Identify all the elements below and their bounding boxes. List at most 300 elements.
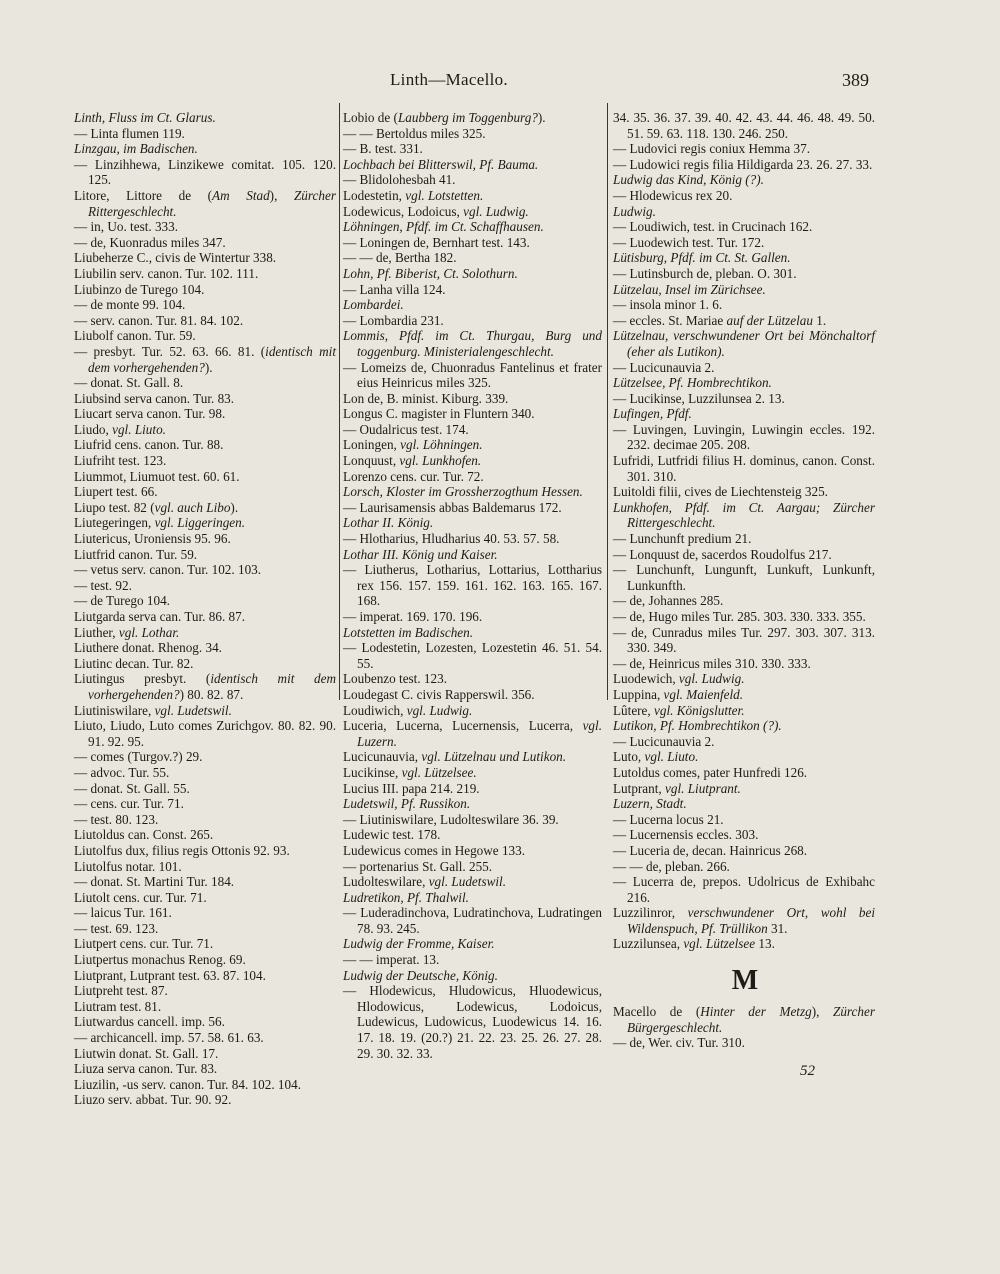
index-entry — [74, 453, 336, 469]
index-entry — [343, 282, 602, 298]
index-entry — [613, 905, 875, 936]
index-entry — [343, 235, 602, 251]
entry-text: — Oudalricus test. 174. — [343, 421, 469, 437]
index-entry — [343, 297, 602, 313]
entry-text: Liufriht test. 123. — [74, 453, 167, 469]
entry-text: Liutpreht test. 87. — [74, 983, 168, 999]
index-entry — [343, 859, 602, 875]
index-entry — [74, 547, 336, 563]
entry-italic-text: vgl. Maienfeld. — [663, 686, 744, 702]
index-entry — [74, 157, 336, 188]
entry-text: Lûtere, — [613, 702, 655, 718]
index-entry — [613, 765, 875, 781]
entry-text: — Lucicunauvia 2. — [613, 359, 715, 375]
index-entry — [74, 765, 336, 781]
entry-text: — de monte 99. 104. — [74, 297, 186, 313]
entry-text: 31. — [767, 920, 788, 936]
entry-text: — Lucicunauvia 2. — [613, 733, 715, 749]
entry-italic-text: vgl. Lützelsee — [683, 936, 756, 952]
entry-text: — Blidolohesbah 41. — [343, 172, 456, 188]
index-entry — [74, 843, 336, 859]
entry-text: Liubsind serva canon. Tur. 83. — [74, 390, 235, 406]
entry-text: Liutinc decan. Tur. 82. — [74, 655, 194, 671]
index-entry — [74, 515, 336, 531]
entry-italic-text: vgl. Ludwig. — [463, 203, 529, 219]
index-entry — [343, 827, 602, 843]
index-entry — [343, 126, 602, 142]
index-entry — [343, 469, 602, 485]
index-entry — [343, 188, 602, 204]
index-entry — [613, 1004, 875, 1035]
index-entry — [613, 703, 875, 719]
entry-text: Liupo test. 82 ( — [74, 499, 155, 515]
entry-text: Liutericus, Uroniensis 95. 96. — [74, 531, 231, 547]
entry-text: Liutingus presbyt. ( — [74, 671, 211, 687]
index-column-1 — [74, 110, 336, 1108]
index-entry — [613, 219, 875, 235]
entry-text: Lobio de ( — [343, 110, 398, 125]
entry-italic-text: vgl. Lunkhofen. — [399, 453, 482, 469]
index-entry — [74, 671, 336, 702]
entry-italic-text: Lothar III. König und Kaiser. — [343, 546, 498, 562]
index-entry — [613, 500, 875, 531]
index-entry — [343, 313, 602, 329]
entry-text: Liudo, — [74, 421, 113, 437]
entry-text: — Ludowici regis filia Hildigarda 23. 26. 27. 33. — [613, 156, 873, 172]
entry-text: — Loudiwich, test. in Crucinach 162. — [613, 219, 813, 235]
entry-italic-text: vgl. auch Libo — [154, 499, 231, 515]
entry-text: — Lucerra de, prepos. Udolricus de Exhibahc 216. — [613, 874, 875, 905]
index-entry — [343, 250, 602, 266]
entry-italic-text: Lützelsee, Pf. Hombrechtikon. — [613, 375, 772, 391]
entry-text: — Lunchunft, Lungunft, Lunkuft, Lunkunft, Lunkunfth. — [613, 562, 875, 593]
entry-italic-text: identisch mit dem vorhergehenden? — [88, 671, 336, 702]
entry-text: Liupert test. 66. — [74, 484, 158, 500]
index-entry — [74, 126, 336, 142]
index-entry — [613, 375, 875, 391]
index-entry — [74, 219, 336, 235]
index-entry — [343, 765, 602, 781]
entry-text: — Lunchunft predium 21. — [613, 531, 752, 547]
entry-text: — de, Hugo miles Tur. 285. 303. 330. 333. 355. — [613, 609, 866, 624]
entry-italic-text: Lorsch, Kloster im Grossherzogthum Hessen. — [343, 484, 583, 500]
entry-text: — Luodewich test. Tur. 172. — [613, 234, 765, 250]
entry-text: Luceria, Lucerna, Lucernensis, Lucerra, — [343, 718, 583, 734]
index-entry — [74, 406, 336, 422]
section-letter: M — [731, 965, 757, 997]
index-entry — [613, 110, 875, 141]
index-entry — [74, 593, 336, 609]
entry-text: — test. 80. 123. — [74, 811, 159, 827]
entry-text: Liucart serva canon. Tur. 98. — [74, 406, 226, 422]
entry-italic-text: vgl. Lützelsee. — [401, 764, 477, 780]
entry-italic-text: Ludwig der Deutsche, König. — [343, 967, 498, 983]
entry-text: Liutolfus notar. 101. — [74, 858, 182, 874]
entry-text: Lucikinse, — [343, 764, 402, 780]
entry-text: Lodestetin, — [343, 187, 406, 203]
index-entry — [74, 1046, 336, 1062]
page-number: 389 — [842, 70, 869, 90]
index-entry — [343, 687, 602, 703]
index-entry — [343, 360, 602, 391]
entry-text: — — de, Bertha 182. — [343, 250, 457, 266]
index-entry — [613, 671, 875, 687]
index-entry — [613, 1035, 875, 1051]
entry-text: Loudiwich, — [343, 702, 407, 718]
index-entry — [613, 609, 875, 625]
entry-text: Liutprant, Lutprant test. 63. 87. 104. — [74, 967, 266, 983]
entry-text: — Lucernensis eccles. 303. — [613, 827, 759, 843]
index-entry — [343, 890, 602, 906]
index-entry — [343, 391, 602, 407]
index-entry — [613, 718, 875, 734]
index-entry — [343, 874, 602, 890]
index-entry — [343, 547, 602, 563]
entry-text: Liutegeringen, — [74, 515, 155, 531]
index-entry — [613, 391, 875, 407]
entry-italic-text: Laubberg im Toggenburg? — [397, 110, 538, 125]
index-entry — [74, 562, 336, 578]
index-entry — [74, 812, 336, 828]
entry-text: Liubeherze C., civis de Wintertur 338. — [74, 250, 277, 266]
index-entry — [74, 266, 336, 282]
entry-text: Liubinzo de Turego 104. — [74, 281, 205, 297]
index-entry — [613, 734, 875, 750]
entry-italic-text: vgl. Liuto. — [644, 749, 699, 765]
entry-text: — donat. St. Gall. 55. — [74, 780, 190, 796]
entry-text: — insola minor 1. 6. — [613, 297, 723, 313]
entry-italic-text: Lutikon, Pf. Hombrechtikon (?). — [613, 718, 782, 734]
entry-italic-text: Lützelnau, verschwundener Ort bei Mönchaltorf (eher als Lutikon). — [613, 328, 875, 359]
entry-italic-text: Ludwig. — [613, 203, 656, 219]
entry-text: Loningen, — [343, 437, 401, 453]
entry-text: Luto, — [613, 749, 645, 765]
index-entry — [613, 593, 875, 609]
index-entry — [343, 718, 602, 749]
index-entry — [74, 1014, 336, 1030]
entry-italic-text: vgl. Löhningen. — [400, 437, 483, 453]
index-entry — [613, 531, 875, 547]
index-entry — [74, 422, 336, 438]
entry-italic-text: Linth, Fluss im Ct. Glarus. — [74, 110, 216, 125]
index-entry — [74, 1061, 336, 1077]
entry-italic-text: Linzgau, im Badischen. — [74, 141, 198, 157]
entry-text: — Luderadinchova, Ludratinchova, Ludratingen 78. 93. 245. — [343, 905, 602, 936]
entry-text: Lutoldus comes, pater Hunfredi 126. — [613, 764, 808, 780]
entry-text: — Lonquust de, sacerdos Roudolfus 217. — [613, 546, 832, 562]
entry-italic-text: Lotstetten im Badischen. — [343, 624, 474, 640]
entry-italic-text: vgl. Luzern. — [357, 718, 602, 749]
index-entry — [613, 188, 875, 204]
index-entry — [74, 640, 336, 656]
entry-text: Ludewicus comes in Hegowe 133. — [343, 842, 526, 858]
entry-text: — imperat. 169. 170. 196. — [343, 609, 483, 624]
entry-text: Lucicunauvia, — [343, 749, 422, 765]
index-entry — [613, 687, 875, 703]
index-entry — [613, 827, 875, 843]
index-entry — [343, 640, 602, 671]
entry-text: — vetus serv. canon. Tur. 102. 103. — [74, 562, 262, 578]
entry-text: Liuza serva canon. Tur. 83. — [74, 1061, 218, 1077]
entry-text: — — imperat. 13. — [343, 952, 440, 968]
index-entry — [613, 656, 875, 672]
entry-text: — serv. canon. Tur. 81. 84. 102. — [74, 312, 244, 328]
entry-text: Lucius III. papa 214. 219. — [343, 780, 480, 796]
entry-text: — Lanha villa 124. — [343, 281, 446, 297]
index-entry — [74, 703, 336, 719]
entry-text: — comes (Turgov.?) 29. — [74, 749, 203, 765]
entry-text: Litore, Littore de ( — [74, 187, 213, 203]
entry-italic-text: identisch mit dem vorhergehenden? — [88, 343, 336, 375]
entry-text: Liutgarda serva can. Tur. 86. 87. — [74, 609, 246, 624]
index-entry — [74, 749, 336, 765]
entry-text: Liutoldus can. Const. 265. — [74, 827, 214, 843]
entry-text: — Linzihhewa, Linzikewe comitat. 105. 120. 125. — [74, 156, 336, 188]
entry-text: Macello de ( — [613, 1004, 701, 1020]
index-entry — [74, 391, 336, 407]
entry-text: Lorenzo cens. cur. Tur. 72. — [343, 468, 484, 484]
entry-text: Liutolt cens. cur. Tur. 71. — [74, 889, 207, 905]
index-entry — [74, 375, 336, 391]
index-entry — [343, 843, 602, 859]
index-entry — [74, 282, 336, 298]
column-rule — [607, 103, 608, 700]
entry-text: Liutfrid canon. Tur. 59. — [74, 546, 198, 562]
entry-text: — B. test. 331. — [343, 141, 423, 157]
entry-text: Loubenzo test. 123. — [343, 671, 448, 687]
index-entry — [613, 562, 875, 593]
index-entry — [343, 453, 602, 469]
entry-text: — Lucerna locus 21. — [613, 811, 724, 827]
index-entry — [343, 484, 602, 500]
entry-text: — test. 69. 123. — [74, 920, 159, 936]
entry-text: — presbyt. Tur. 52. 63. 66. 81. ( — [74, 343, 266, 359]
index-entry — [74, 609, 336, 625]
entry-text: Liuthere donat. Rhenog. 34. — [74, 640, 222, 656]
entry-text: Ludolteswilare, — [343, 874, 429, 890]
index-entry — [613, 282, 875, 298]
entry-italic-text: Am Stad — [212, 187, 270, 203]
index-entry — [343, 219, 602, 235]
entry-text: Longus C. magister in Fluntern 340. — [343, 406, 535, 422]
entry-text: — de, Wer. civ. Tur. 310. — [613, 1035, 745, 1051]
entry-text: — de Turego 104. — [74, 593, 170, 609]
entry-text: Liutram test. 81. — [74, 998, 162, 1014]
index-entry — [613, 625, 875, 656]
entry-text: — Linta flumen 119. — [74, 125, 185, 141]
entry-text: Liuto, Liudo, Luto comes Zurichgov. 80. 82. 90. 91. 92. 95. — [74, 718, 336, 749]
index-entry — [343, 437, 602, 453]
index-entry — [74, 578, 336, 594]
index-entry — [613, 235, 875, 251]
entry-text: Lutprant, — [613, 780, 666, 796]
entry-text: ). — [204, 359, 213, 375]
entry-italic-text: Ludwig das Kind, König (?). — [613, 172, 764, 188]
entry-text: Lon de, B. minist. Kiburg. 339. — [343, 390, 509, 406]
running-head — [0, 70, 1000, 92]
index-entry — [613, 484, 875, 500]
index-entry — [343, 406, 602, 422]
index-entry — [74, 500, 336, 516]
entry-text: 13. — [755, 936, 775, 952]
column-rule — [339, 103, 340, 700]
entry-text: Liutolfus dux, filius regis Ottonis 92. 93. — [74, 842, 290, 858]
index-entry — [74, 796, 336, 812]
index-entry — [74, 235, 336, 251]
entry-italic-text: auf der Lützelau — [726, 312, 813, 328]
index-entry — [343, 983, 602, 1061]
entry-text: ) 80. 82. 87. — [179, 686, 244, 702]
index-entry — [74, 936, 336, 952]
entry-italic-text: Ludretikon, Pf. Thalwil. — [343, 889, 469, 905]
index-entry — [74, 141, 336, 157]
entry-italic-text: Zürcher Rittergeschlecht. — [88, 187, 336, 219]
entry-text: — de, Kuonradus miles 347. — [74, 234, 226, 250]
index-entry — [613, 406, 875, 422]
index-entry — [613, 141, 875, 157]
index-entry — [343, 936, 602, 952]
index-entry — [613, 547, 875, 563]
entry-text: Lufridi, Lutfridi filius H. dominus, canon. Const. 301. 310. — [613, 453, 875, 484]
index-entry — [613, 453, 875, 484]
entry-text: Lodewicus, Lodoicus, — [343, 203, 464, 219]
index-entry — [343, 781, 602, 797]
index-entry — [613, 843, 875, 859]
index-entry — [343, 204, 602, 220]
entry-text: Liubolf canon. Tur. 59. — [74, 328, 196, 344]
index-entry — [74, 921, 336, 937]
entry-text: — Lombardia 231. — [343, 312, 444, 328]
entry-text: — de, Cunradus miles Tur. 297. 303. 307. 313. 330. 349. — [613, 624, 875, 656]
entry-italic-text: vgl. Ludwig. — [406, 702, 473, 718]
entry-text: — Laurisamensis abbas Baldemarus 172. — [343, 499, 562, 515]
index-entry — [74, 469, 336, 485]
entry-text: — archicancell. imp. 57. 58. 61. 63. — [74, 1030, 264, 1046]
entry-text: Liutiniswilare, — [74, 702, 155, 718]
index-entry — [613, 266, 875, 282]
running-title: Linth—Macello. — [390, 70, 508, 89]
index-entry — [343, 796, 602, 812]
index-entry — [74, 859, 336, 875]
entry-italic-text: vgl. Königslutter. — [654, 702, 745, 718]
index-entry — [343, 562, 602, 609]
entry-text: — Luvingen, Luvingin, Luwingin eccles. 192. 232. decimae 205. 208. — [613, 421, 875, 453]
index-entry — [343, 515, 602, 531]
entry-italic-text: Lombardei. — [343, 297, 404, 313]
entry-italic-text: Lothar II. König. — [343, 515, 434, 531]
entry-text: Liuzo serv. abbat. Tur. 90. 92. — [74, 1092, 232, 1108]
entry-text: Liutwardus cancell. imp. 56. — [74, 1014, 225, 1030]
entry-italic-text: vgl. Liutprant. — [665, 780, 741, 796]
signature-mark: 52 — [800, 1063, 815, 1079]
entry-text: Luodewich, — [613, 671, 679, 687]
entry-text: Luppina, — [613, 686, 664, 702]
index-entry — [74, 1077, 336, 1093]
entry-text: — laicus Tur. 161. — [74, 905, 172, 921]
entry-italic-text: Lohn, Pf. Biberist, Ct. Solothurn. — [343, 265, 518, 281]
entry-italic-text: Lommis, Pfdf. im Ct. Thurgau, Burg und toggenburg. Ministerialengeschlecht. — [343, 328, 602, 359]
entry-italic-text: vgl. Liuto. — [112, 421, 166, 437]
entry-text: ). — [537, 110, 546, 125]
entry-text: 1. — [812, 312, 827, 328]
entry-text: Luitoldi filii, cives de Liechtensteig 325. — [613, 484, 828, 500]
entry-text: — portenarius St. Gall. 255. — [343, 858, 493, 874]
entry-text: Liutpertus monachus Renog. 69. — [74, 952, 246, 968]
index-entry — [343, 952, 602, 968]
entry-text: — donat. St. Martini Tur. 184. — [74, 874, 235, 890]
entry-text: 34. 35. 36. 37. 39. 40. 42. 43. 44. 46. 48. 49. 50. 51. 59. 63. 118. 130. 246. 250. — [613, 110, 875, 141]
entry-text: Loudegast C. civis Rapperswil. 356. — [343, 686, 535, 702]
entry-text: Liummot, Liumuot test. 60. 61. — [74, 468, 240, 484]
entry-text: Lonquust, — [343, 453, 400, 469]
entry-text: ), — [811, 1004, 833, 1020]
index-entry — [74, 999, 336, 1015]
index-entry — [74, 968, 336, 984]
index-column-3 — [613, 110, 875, 1051]
index-entry — [343, 141, 602, 157]
entry-text: — cens. cur. Tur. 71. — [74, 796, 184, 812]
index-entry — [74, 983, 336, 999]
entry-italic-text: Lunkhofen, Pfdf. im Ct. Aargau; Zürcher Rittergeschlecht. — [613, 499, 875, 531]
index-entry — [74, 905, 336, 921]
entry-text: — Lomeizs de, Chuonradus Fantelinus et frater eius Heinricus miles 325. — [343, 359, 602, 391]
index-entry — [74, 625, 336, 641]
index-entry — [74, 952, 336, 968]
entry-text: — Luceria de, decan. Hainricus 268. — [613, 842, 808, 858]
entry-text: — Ludovici regis coniux Hemma 37. — [613, 141, 811, 157]
entry-italic-text: vgl. Lotstetten. — [405, 187, 484, 203]
index-entry — [613, 313, 875, 329]
index-entry — [74, 1030, 336, 1046]
index-entry — [343, 266, 602, 282]
index-entry — [74, 827, 336, 843]
index-entry — [343, 749, 602, 765]
index-entry — [613, 250, 875, 266]
index-entry — [613, 812, 875, 828]
index-entry — [613, 859, 875, 875]
entry-text: Liuther, — [74, 624, 119, 640]
entry-text: Liufrid cens. canon. Tur. 88. — [74, 437, 224, 453]
entry-text: — Lodestetin, Lozesten, Lozestetin 46. 51. 54. 55. — [343, 640, 602, 671]
index-entry — [74, 188, 336, 219]
index-column-2 — [343, 110, 602, 1061]
entry-italic-text: vgl. Lützelnau und Lutikon. — [421, 749, 567, 765]
index-entry — [74, 890, 336, 906]
entry-text: — advoc. Tur. 55. — [74, 764, 170, 780]
entry-italic-text: Hinter der Metzg — [700, 1004, 812, 1020]
index-entry — [613, 422, 875, 453]
entry-text: — Hlotharius, Hludharius 40. 53. 57. 58. — [343, 531, 560, 547]
entry-text: — Liutherus, Lotharius, Lottarius, Lottharius rex 156. 157. 159. 161. 162. 163. 165. 167. 168. — [343, 562, 602, 609]
index-entry — [613, 749, 875, 765]
index-entry — [74, 718, 336, 749]
index-entry — [343, 531, 602, 547]
entry-text: Liuzilin, -us serv. canon. Tur. 84. 102. 104. — [74, 1076, 301, 1092]
entry-text: — test. 92. — [74, 577, 132, 593]
index-entry — [74, 531, 336, 547]
entry-text: — in, Uo. test. 333. — [74, 219, 179, 235]
entry-text: — — de, pleban. 266. — [613, 858, 730, 874]
index-entry — [74, 110, 336, 126]
index-entry — [74, 781, 336, 797]
index-entry — [74, 484, 336, 500]
index-entry — [343, 671, 602, 687]
entry-italic-text: Ludetswil, Pf. Russikon. — [343, 796, 471, 812]
entry-italic-text: verschwundener Ort, wohl bei Wildenspuch, Pf. Trüllikon — [627, 905, 875, 936]
entry-text: Liutwin donat. St. Gall. 17. — [74, 1045, 219, 1061]
entry-text: — donat. St. Gall. 8. — [74, 375, 184, 391]
entry-italic-text: vgl. Liggeringen. — [154, 515, 246, 531]
